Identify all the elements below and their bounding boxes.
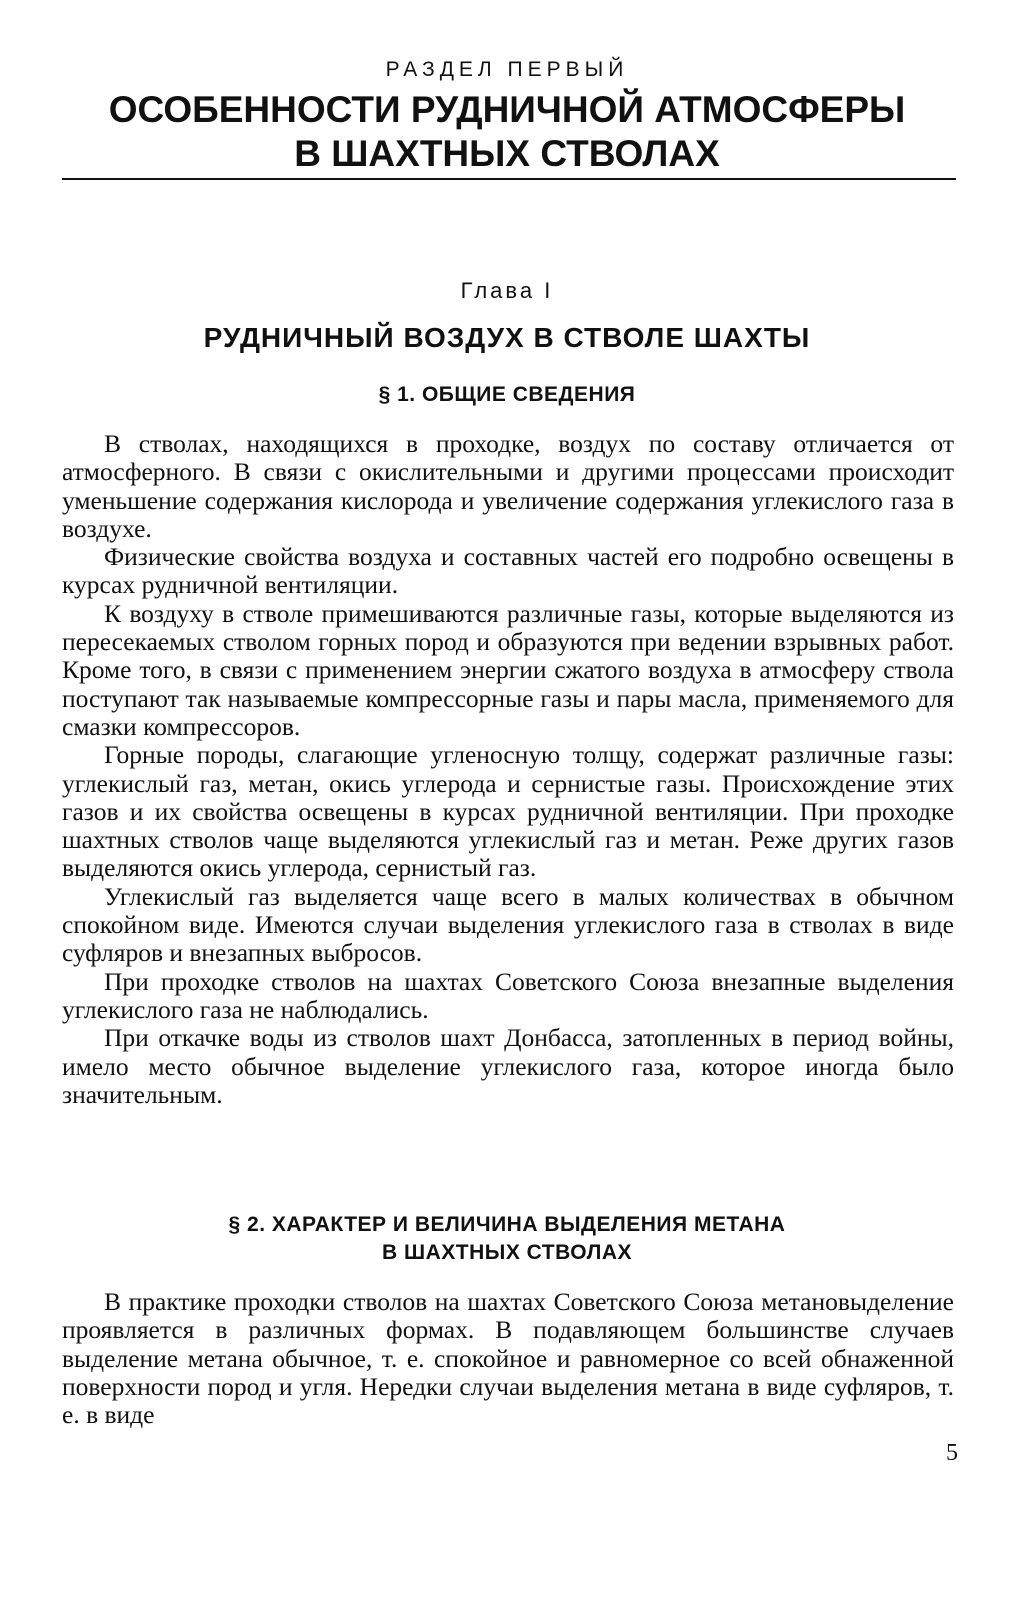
- section-2-heading-line-1: § 2. ХАРАКТЕР И ВЕЛИЧИНА ВЫДЕЛЕНИЯ МЕТАНА: [228, 1213, 786, 1236]
- section-title: [0, 88, 1014, 176]
- section-label: РАЗДЕЛ ПЕРВЫЙ: [385, 58, 629, 81]
- section-2-body: [62, 1288, 954, 1429]
- paragraph: К воздуху в стволе примешиваются различные газы, которые выделяются из пересекаемых стволом горных пород и образуются при ведении взрывных работ. Кроме того, в связи с применением энергии сжатого воздуха в атмосферу ствола поступают так называемые компрессорные газы и пары масла, применяемого для смазки компрессоров.: [62, 598, 954, 741]
- paragraph: В практике проходки стволов на шахтах Советского Союза метановыделение проявляется в различных формах. В подавляющем большинстве случаев выделение метана обычное, т. е. спокойное и равномерное со всей обнаженной поверхности пород и угля. Нередки случаи выделения метана в виде суфляров, т. е. в виде: [62, 1287, 954, 1430]
- title-divider: [62, 178, 956, 180]
- paragraph: Горные породы, слагающие угленосную толщу, содержат различные газы: углекислый газ, метан, окись углерода и сернистые газы. Происхождение этих газов и их свойства освещены в курсах рудничной вентиляции. При проходке шахтных стволов чаще выделяются углекислый газ и метан. Реже других газов выделяются окись углерода, сернистый газ.: [62, 740, 954, 883]
- paragraph: Физические свойства воздуха и составных частей его подробно освещены в курсах рудничной вентиляции.: [62, 542, 954, 600]
- paragraph: При проходке стволов на шахтах Советского Союза внезапные выделения углекислого газа не наблюдались.: [62, 966, 954, 1024]
- chapter-label: Глава I: [460, 278, 554, 303]
- paragraph: В стволах, находящихся в проходке, воздух по составу отличается от атмосферного. В связи с окислительными и другими процессами происходит уменьшение содержания кислорода и увеличение содержания углекислого газа в воздухе.: [62, 429, 954, 543]
- section-1-heading-line-1: § 1. ОБЩИЕ СВЕДЕНИЯ: [378, 383, 636, 406]
- section-2-heading-line-2: В ШАХТНЫХ СТВОЛАХ: [382, 1241, 632, 1264]
- section-title-line-1: ОСОБЕННОСТИ РУДНИЧНОЙ АТМОСФЕРЫ: [108, 89, 906, 130]
- paragraph: Углекислый газ выделяется чаще всего в малых количествах в обычном спокойном виде. Имеются случаи выделения углекислого газа в стволах в виде суфляров и внезапных выбросов.: [62, 881, 954, 968]
- section-1-body: [62, 430, 954, 1109]
- section-title-line-2: В ШАХТНЫХ СТВОЛАХ: [294, 133, 720, 174]
- chapter-title: РУДНИЧНЫЙ ВОЗДУХ В СТВОЛЕ ШАХТЫ: [203, 322, 811, 353]
- paragraph: При откачке воды из стволов шахт Донбасса, затопленных в период войны, имело место обычное выделение углекислого газа, которое иногда было значительным.: [62, 1023, 954, 1109]
- section-2-heading: [0, 1211, 1014, 1267]
- page-number: 5: [946, 1440, 958, 1466]
- section-1-heading: [0, 381, 1014, 409]
